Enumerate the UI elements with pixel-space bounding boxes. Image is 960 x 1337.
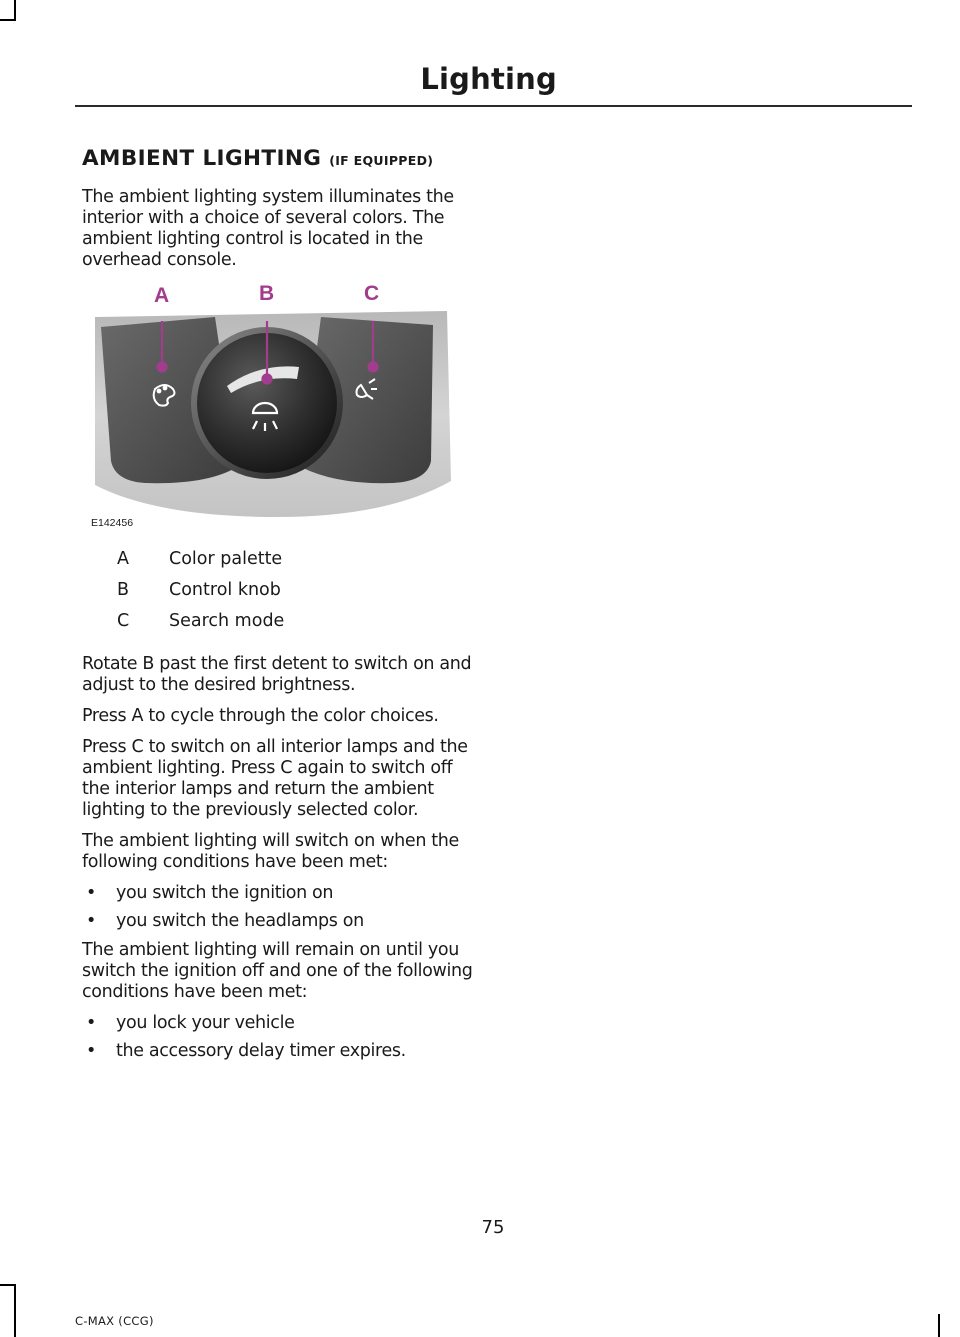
legend-row xyxy=(117,580,477,611)
press-a-paragraph: Press A to cycle through the color choices. xyxy=(82,706,439,726)
overhead-console-illustration xyxy=(87,281,457,531)
callout-c-dot xyxy=(369,363,378,372)
remain-on-paragraph: The ambient lighting will remain on until you switch the ignition off and one of the following conditions have been met: xyxy=(82,940,473,1002)
page-number: 75 xyxy=(481,1217,505,1238)
callout-b-dot xyxy=(263,375,272,384)
switch-on-conditions xyxy=(82,883,477,932)
callout-b-label: B xyxy=(259,282,275,305)
header-rule xyxy=(75,105,912,107)
crop-mark-top-left xyxy=(14,0,16,20)
legend-row xyxy=(117,549,477,580)
crop-mark-top-left xyxy=(0,19,16,21)
list-item: • the accessory delay timer expires. xyxy=(82,1041,477,1062)
intro-paragraph: The ambient lighting system illuminates the interior with a choice of several colors. The ambient lighting control is located in the overhead console. xyxy=(82,187,454,270)
figure-id: E142456 xyxy=(91,517,134,529)
article xyxy=(82,146,477,1070)
legend-label: Search mode xyxy=(169,611,285,631)
list-item: • you switch the ignition on xyxy=(82,883,477,904)
figure-legend xyxy=(117,549,477,642)
switch-on-paragraph: The ambient lighting will switch on when the following conditions have been met: xyxy=(82,831,459,872)
legend-label: Control knob xyxy=(169,580,281,600)
legend-row xyxy=(117,611,477,642)
remain-on-conditions xyxy=(82,1013,477,1062)
callout-a-label: A xyxy=(154,284,170,307)
rotate-paragraph: Rotate B past the first detent to switch on and adjust to the desired brightness. xyxy=(82,654,472,695)
list-item: • you switch the headlamps on xyxy=(82,911,477,932)
crop-mark-bottom-left xyxy=(0,1284,16,1286)
legend-key: C xyxy=(117,611,130,631)
callout-a-dot xyxy=(158,363,167,372)
legend-key: B xyxy=(117,580,130,600)
callout-c-label: C xyxy=(364,282,380,305)
crop-mark-bottom-left xyxy=(14,1284,16,1337)
model-code: C-MAX (CCG) xyxy=(75,1314,154,1328)
press-c-paragraph: Press C to switch on all interior lamps and the ambient lighting. Press C again to switch off the interior lamps and return the ambient lighting to the previously selected color. xyxy=(82,737,468,820)
legend-label: Color palette xyxy=(169,549,283,569)
legend-key: A xyxy=(117,549,129,569)
heading-qualifier: (IF EQUIPPED) xyxy=(329,153,434,168)
overhead-console-figure xyxy=(87,281,457,531)
crop-mark-bottom-right xyxy=(938,1314,940,1337)
section-title: Lighting xyxy=(420,62,557,96)
list-item: • you lock your vehicle xyxy=(82,1013,477,1034)
heading-text: AMBIENT LIGHTING xyxy=(82,146,322,171)
article-heading xyxy=(82,146,477,171)
